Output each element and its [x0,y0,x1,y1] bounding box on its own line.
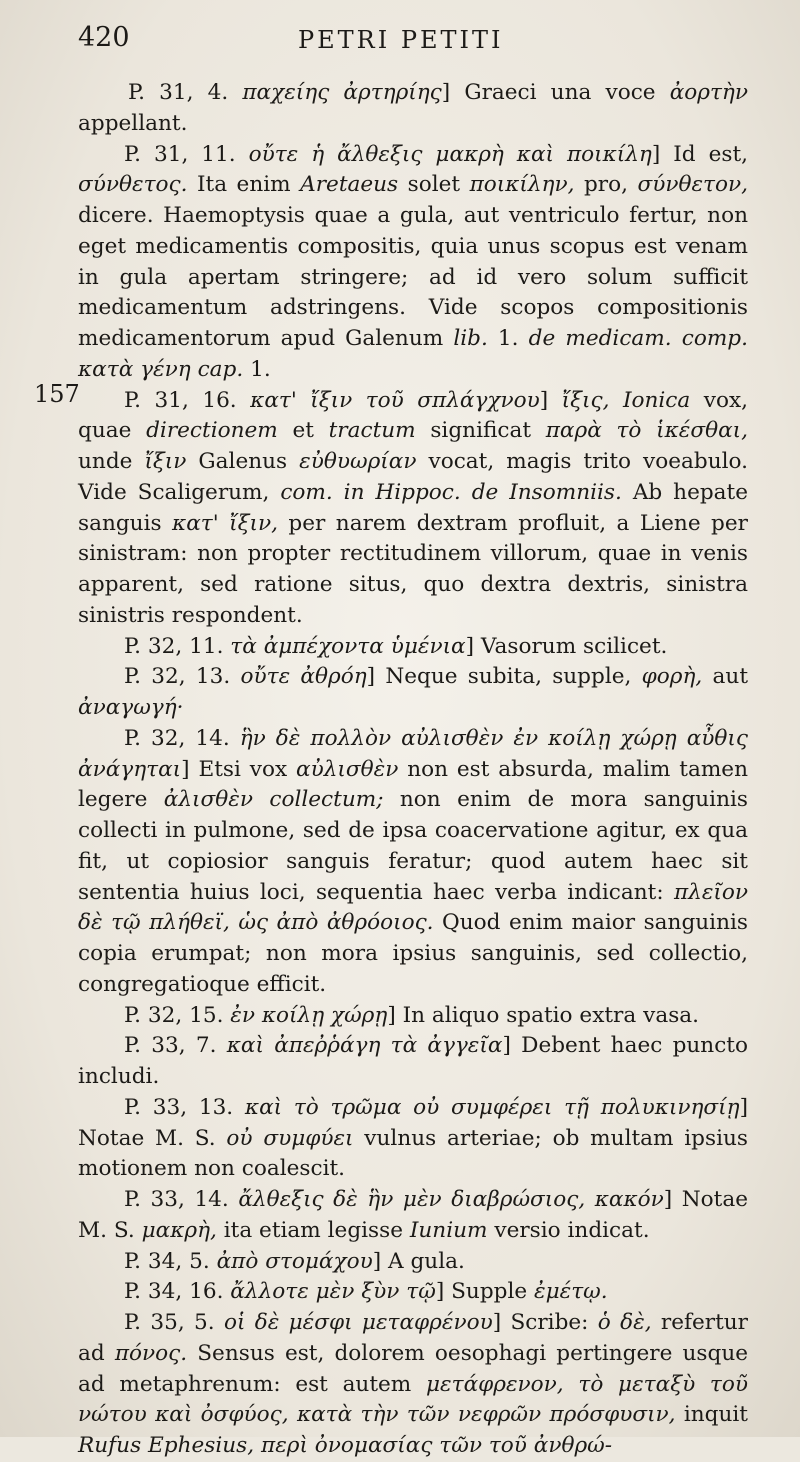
latin-text: 1. [243,356,271,382]
greek-lemma: οὐ συμφύει [226,1125,354,1151]
latin-text: ] Supple [435,1279,535,1305]
latin-text: ] Debent haec puncto includi. [78,1033,748,1089]
latin-text: ] A gula. [372,1248,465,1274]
commentary-note [78,78,748,140]
latin-text: vocat, magis trito voeabulo. Vide Scaligerum, [78,449,748,505]
italic-text: tractum [328,418,416,444]
latin-text [564,1372,579,1397]
latin-text: P. 34, 5. [124,1248,217,1274]
commentary-note [78,1093,748,1185]
commentary-note [78,386,748,632]
latin-text: P. 32, 14. [124,725,240,751]
greek-lemma: οὔτε ἡ ἄλθεξις μακρὴ καὶ ποικίλη [248,141,652,167]
commentary-note [78,140,748,386]
greek-lemma: ἀπὸ στομάχου [216,1248,373,1274]
latin-text: et [277,418,329,444]
italic-text: com. in Hippoc. de Insomniis. [280,479,622,505]
latin-text: ] Notae M. S. [78,1187,748,1243]
latin-text: appellant. [78,110,188,136]
latin-text: P. 31, 16. [124,387,251,413]
latin-text: P. 32, 11. [124,633,231,659]
latin-text: ] [539,387,562,413]
greek-lemma: ὁ δὲ, [597,1310,652,1335]
latin-text: non enim de mora sanguinis collecti in pulmone, sed de ipsa coacervatione agitur, ex qua fit, ut copiosior sanguis feratur; quod autem haec sit sententia huius loci, sequentia haec verba indicant: [78,787,748,905]
latin-text: P. 33, 14. [124,1187,239,1212]
latin-text: P. 33, 7. [124,1033,227,1059]
greek-lemma: ἐν κοίλῃ χώρῃ [230,1002,388,1028]
greek-lemma: πλεῖον δὲ τῷ πλήθεϊ, ὡς ἀπὸ ἀθρόοιος. [78,879,748,936]
latin-text: P. 33, 13. [124,1094,245,1120]
greek-lemma: κατὰ γένη [78,356,191,382]
latin-text [253,787,269,812]
latin-text: solet [398,172,470,198]
page-header [78,22,758,62]
latin-text: Ita enim [187,172,301,198]
latin-text: inquit [675,1402,748,1428]
latin-text: ita etiam legisse [216,1217,410,1243]
greek-lemma: ἐμέτῳ. [534,1279,608,1305]
page-number: 420 [78,22,130,53]
greek-lemma: οἱ δὲ μέσφι μεταφρένου [223,1310,493,1335]
commentary-text [78,78,748,1462]
greek-lemma: κατ' ἴξιν, [172,510,278,536]
greek-lemma: μακρὴ, [141,1217,217,1243]
margin-line-number: 157 [34,380,80,408]
latin-text: P. 32, 15. [124,1002,231,1028]
greek-lemma: ἄλθεξις δὲ ἣν μὲν διαβρώσιος, κακόν [238,1187,664,1212]
italic-text: Ionica [622,387,691,413]
commentary-note [78,1185,748,1247]
greek-lemma: ἄλλοτε μὲν ξὺν τῷ [230,1279,436,1305]
latin-text: versio indicat. [487,1217,650,1243]
commentary-note [78,1247,748,1278]
italic-text: cap. [197,356,244,382]
latin-text: ] In aliquo spatio extra vasa. [387,1002,700,1028]
latin-text: ] Notae M. S. [78,1094,748,1151]
running-head: PETRI PETITI [298,26,504,54]
latin-text: Quod enim maior sanguinis copia erumpat; non mora ipsius sanguinis, sed collectio, congregatioque efficit. [78,910,748,997]
latin-text: P. 31, 4. [128,80,243,105]
latin-text: Galenus [186,449,300,474]
italic-text: de medicam. comp. [528,326,748,351]
latin-text: aut [702,664,749,690]
commentary-note [78,1001,748,1032]
commentary-note [78,632,748,663]
latin-text: Sensus est, dolorem oesophagi pertingere usque ad metaphrenum: est autem [78,1340,749,1397]
commentary-note [78,662,748,724]
greek-lemma: ποικίλην, [469,172,575,198]
italic-text: Iunium [409,1217,488,1243]
greek-lemma: οὔτε ἀθρόη [240,664,367,690]
latin-text: P. 34, 16. [124,1279,231,1305]
commentary-note [78,1308,748,1462]
commentary-note [78,724,748,1001]
greek-lemma: ἣν δὲ πολλὸν αὐλισθὲν ἐν κοίλῃ χώρῃ αὖθις ἀνάγηται [78,725,748,782]
greek-lemma: ἴξιν [144,449,187,474]
italic-text: collectum; [269,787,384,813]
greek-lemma: πόνος. [114,1340,188,1366]
latin-text [289,1402,297,1427]
latin-text: ] Id est, [651,141,748,167]
greek-lemma: παχείης ἀρτηρίης [242,80,442,105]
latin-text: ] Etsi vox [181,756,296,782]
greek-lemma: ἀναγωγή· [78,695,184,720]
greek-lemma: περὶ ὀνομασίας τῶν τοῦ ἀνθρώ- [261,1433,613,1458]
greek-lemma: τὸ μεταξὺ τοῦ νώτου καὶ ὀσφύος, [78,1371,748,1428]
commentary-note [78,1277,748,1308]
latin-text: refertur ad [78,1310,748,1366]
latin-text: significat [415,418,546,444]
greek-lemma: φορὴ, [641,664,703,690]
latin-text: dicere. Haemoptysis quae a gula, aut ventriculo fertur, non eget medicamentis compositis, quia unus scopus est venam in gula apertam stringere; ad id vero solum sufficit medicamentum adstringens. Vide scopos compositionis medicamentorum apud Galenum [78,203,748,351]
latin-text: vulnus arteriae; ob multam ipsius motionem non coalescit. [78,1125,748,1182]
latin-text: P. 32, 13. [124,664,241,690]
greek-lemma: σύνθετον, [637,172,748,198]
latin-text: P. 35, 5. [124,1310,224,1335]
italic-text: lib. [453,326,488,351]
greek-lemma: καὶ ἀπεῤῥάγη τὰ ἀγγεῖα [226,1033,503,1059]
italic-text: Aretaeus [300,172,399,198]
latin-text: Ab hepate sanguis [78,479,748,536]
latin-text: per narem dextram profluit, a Liene per sinistram: non propter rectitudinem villorum, quae in venis apparent, sed ratione situs, quo dextra dextris, sinistra sinistris respondent. [78,510,748,628]
latin-text: unde [78,449,145,474]
greek-lemma: εὐθυωρίαν [299,449,417,474]
greek-lemma: αὐλισθὲν [296,756,399,782]
commentary-note [78,1031,748,1093]
latin-text: ] Scribe: [492,1310,598,1335]
greek-lemma: ἴξις, [561,387,610,413]
latin-text: ] Vasorum scilicet. [465,633,668,659]
greek-lemma: παρὰ τὸ ἱκέσθαι, [545,418,748,444]
latin-text [609,388,623,413]
greek-lemma: ἀλισθὲν [163,787,253,813]
greek-lemma: σύνθετος. [78,172,188,198]
latin-text [191,357,198,382]
latin-text: ] Graeci una voce [441,80,670,105]
latin-text: pro, [574,172,638,198]
latin-text: P. 31, 11. [124,141,249,167]
greek-lemma: ἀορτὴν [669,80,748,105]
greek-lemma: τὰ ἀμπέχοντα ὑμένια [230,633,466,659]
latin-text: vox, quae [78,387,748,444]
latin-text: ] Neque subita, supple, [366,664,642,690]
greek-lemma: κατ' ἴξιν τοῦ σπλάγχνου [250,387,540,413]
italic-text: directionem [146,418,278,444]
greek-lemma: μετάφρενον, [426,1371,564,1397]
greek-lemma: καὶ τὸ τρῶμα οὐ συμφέρει τῇ πολυκινησίῃ [244,1094,740,1120]
italic-text: Rufus Ephesius, [78,1433,255,1458]
greek-lemma: κατὰ τὴν τῶν νεφρῶν πρόσφυσιν, [296,1402,676,1428]
latin-text: 1. [487,326,529,351]
latin-text: non est absurda, malim tamen legere [78,756,748,813]
